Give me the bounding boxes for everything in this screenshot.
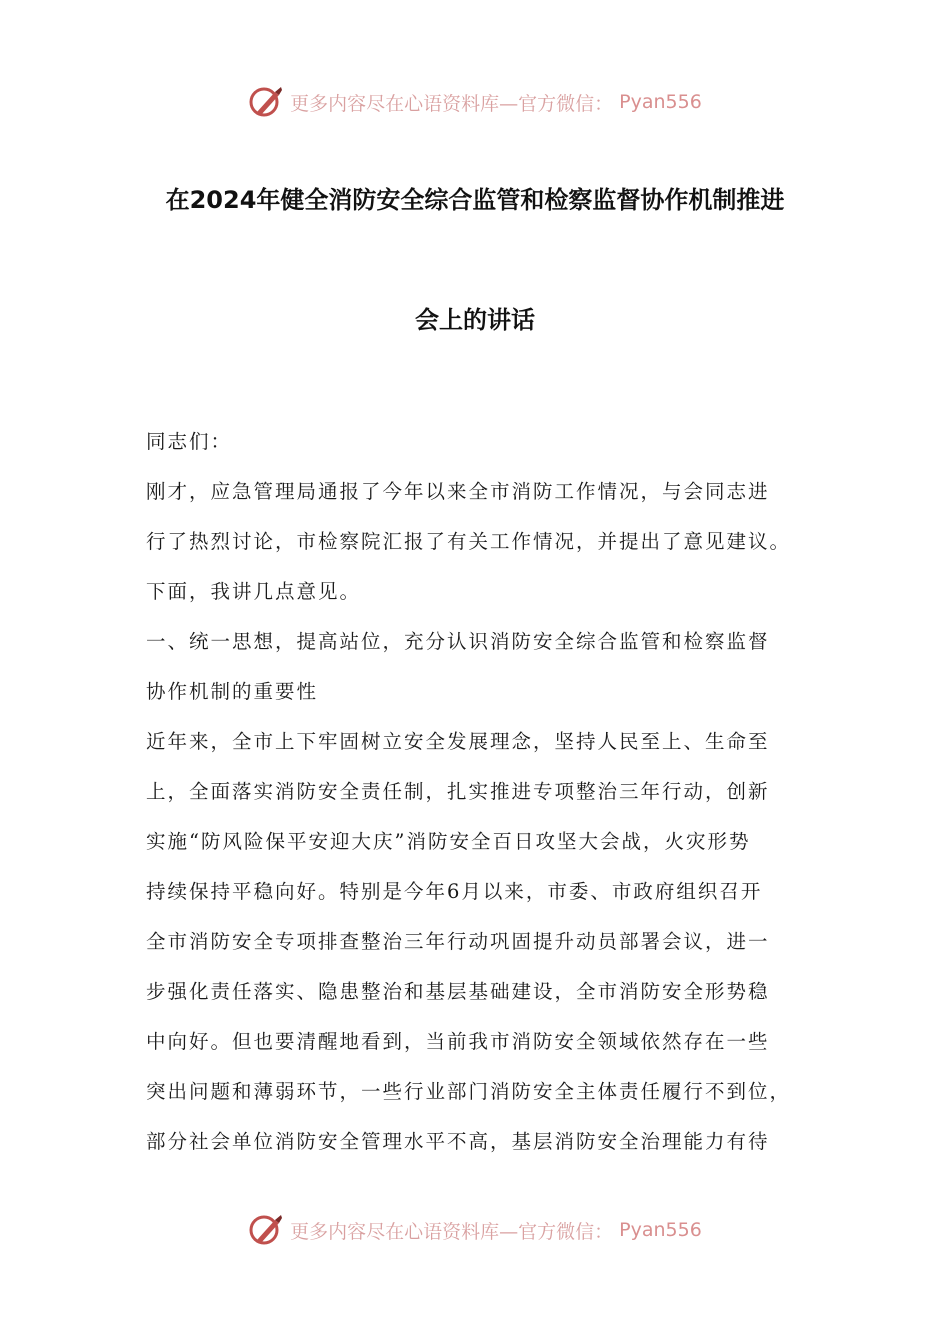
document-title-line-1: 在2024年健全消防安全综合监管和检察监督协作机制推进 — [165, 186, 785, 214]
body-line: 实施“防风险保平安迎大庆”消防安全百日攻坚大会战，火灾形势 — [146, 830, 751, 853]
body-line: 行了热烈讨论，市检察院汇报了有关工作情况，并提出了意见建议。 — [146, 530, 792, 553]
section-heading-line: 一、统一思想，提高站位，充分认识消防安全综合监管和检察监督 — [146, 630, 770, 653]
document-title-line-2: 会上的讲话 — [415, 306, 535, 334]
banner-text: 更多内容尽在心语资料库—官方微信： — [290, 1220, 614, 1243]
body-line: 持续保持平稳向好。特别是今年6月以来，市委、市政府组织召开 — [146, 880, 763, 903]
body-line: 部分社会单位消防安全管理水平不高，基层消防安全治理能力有待 — [146, 1130, 770, 1153]
body-line: 全市消防安全专项排查整治三年行动巩固提升动员部署会议，进一 — [146, 930, 770, 953]
banner-wechat-id: Pyan556 — [619, 1219, 702, 1241]
body-line: 近年来，全市上下牢固树立安全发展理念，坚持人民至上、生命至 — [146, 730, 770, 753]
pen-circle-logo-icon — [248, 1212, 284, 1248]
body-line: 中向好。但也要清醒地看到，当前我市消防安全领域依然存在一些 — [146, 1030, 770, 1053]
section-heading-line: 协作机制的重要性 — [146, 680, 319, 703]
body-line: 刚才，应急管理局通报了今年以来全市消防工作情况，与会同志进 — [146, 480, 770, 503]
footer-banner — [0, 1210, 950, 1250]
body-line: 下面，我讲几点意见。 — [146, 580, 362, 603]
body-line: 上，全面落实消防安全责任制，扎实推进专项整治三年行动，创新 — [146, 780, 770, 803]
body-line: 同志们： — [146, 430, 233, 453]
pen-circle-logo-icon — [248, 84, 284, 120]
document-body — [146, 417, 811, 1167]
header-banner — [0, 82, 950, 122]
body-line: 步强化责任落实、隐患整治和基层基础建设，全市消防安全形势稳 — [146, 980, 770, 1003]
banner-text: 更多内容尽在心语资料库—官方微信： — [290, 92, 614, 115]
banner-wechat-id: Pyan556 — [619, 91, 702, 113]
body-line: 突出问题和薄弱环节，一些行业部门消防安全主体责任履行不到位， — [146, 1080, 792, 1103]
